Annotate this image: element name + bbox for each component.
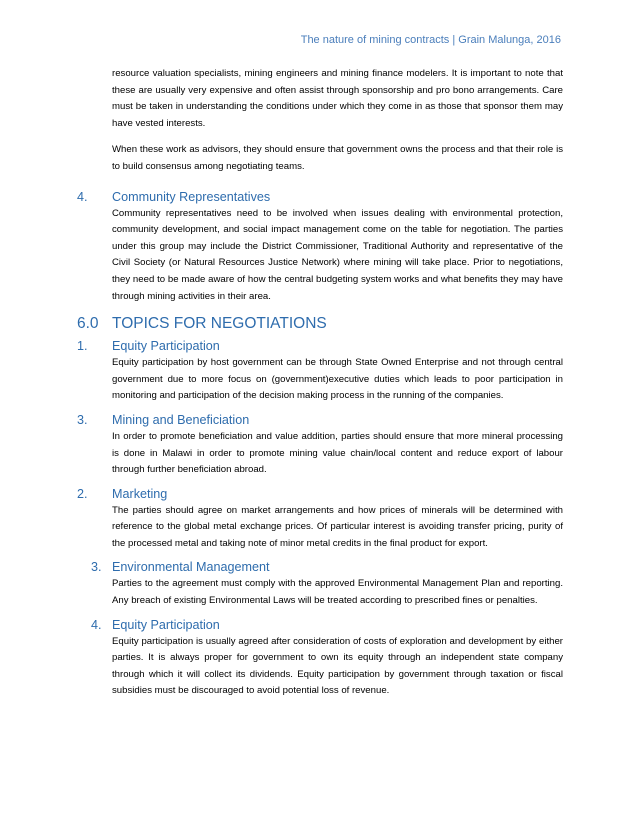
community-title: Community Representatives (112, 189, 271, 204)
topic-body: Equity participation by host government can be through State Owned Enterprise and not through central government due to more focus on (government)executive duties which leads to poor participation in monitoring and participation of the decision making process in the running of the companies. (112, 357, 563, 402)
topic-title: Marketing (112, 486, 168, 501)
community-body: Community representatives need to be involved when issues dealing with environmental protection, community development, and social impact management come on the table for negotiation. The parties under this group may include the District Commissioner, Traditional Authority and representative of the Civil Society (or Natural Resources Justice Network) where mining will take place. Prior to negotiations, they need to be made aware of how the central budgeting system works and what benefits they may have through mining activities in their area. (112, 207, 563, 302)
topic-title: Equity Participation (112, 339, 220, 354)
page-content (77, 66, 563, 700)
topic-heading (91, 616, 563, 634)
running-header: The nature of mining contracts | Grain Malunga, 2016 (300, 34, 561, 46)
topic-heading (91, 558, 563, 576)
topic-number: 4. (91, 617, 102, 632)
intro-paragraph-2: When these work as advisors, they should ensure that government owns the process and that their role is to build consensus among negotiating teams. (112, 144, 563, 172)
topic-number: 1. (77, 339, 88, 354)
topic-number: 2. (77, 486, 88, 501)
topic-title: Equity Participation (112, 617, 220, 632)
topic-heading (77, 337, 563, 355)
topic-heading (77, 485, 563, 503)
intro-paragraph-1: resource valuation specialists, mining engineers and mining finance modelers. It is important to note that these are usually very expensive and often assist through sponsorship and pro bono arrangements. Care must be taken in understanding the conditions under which they come in as those that sponsor them may have vested interests. (112, 68, 563, 129)
topic-title: Mining and Beneficiation (112, 412, 250, 427)
topic-number: 3. (77, 412, 88, 427)
section-6-title: TOPICS FOR NEGOTIATIONS (112, 315, 327, 333)
topic-heading (77, 411, 563, 429)
community-heading (77, 188, 563, 206)
topic-title: Environmental Management (112, 560, 270, 575)
section-6-number: 6.0 (77, 315, 99, 333)
topic-body: The parties should agree on market arrangements and how prices of minerals will be determined with reference to the global metal exchange prices. Of particular interest is avoiding transfer pricing, purity of the processed metal and taking note of minor metal credits in the final product for export. (112, 504, 563, 549)
topic-body: Parties to the agreement must comply with the approved Environmental Management Plan and reporting. Any breach of existing Environmental Laws will be treated according to prescribed fines or penalties. (112, 578, 563, 607)
community-number: 4. (77, 189, 88, 204)
topic-number: 3. (91, 560, 102, 575)
topic-body: Equity participation is usually agreed after consideration of costs of exploration and development by either parties. It is always proper for government to own its equity through an independent state company through which it will collect its dividends. Equity participation by government through taxation or fiscal subsidies must be discouraged to avoid potential loss of revenue. (112, 635, 563, 697)
topic-body: In order to promote beneficiation and value addition, parties should ensure that more mineral processing is done in Malawi in order to promote mining value chain/local content and reduce export of labour through further beneficiation abroad. (112, 430, 563, 476)
section-6-heading (77, 313, 563, 335)
